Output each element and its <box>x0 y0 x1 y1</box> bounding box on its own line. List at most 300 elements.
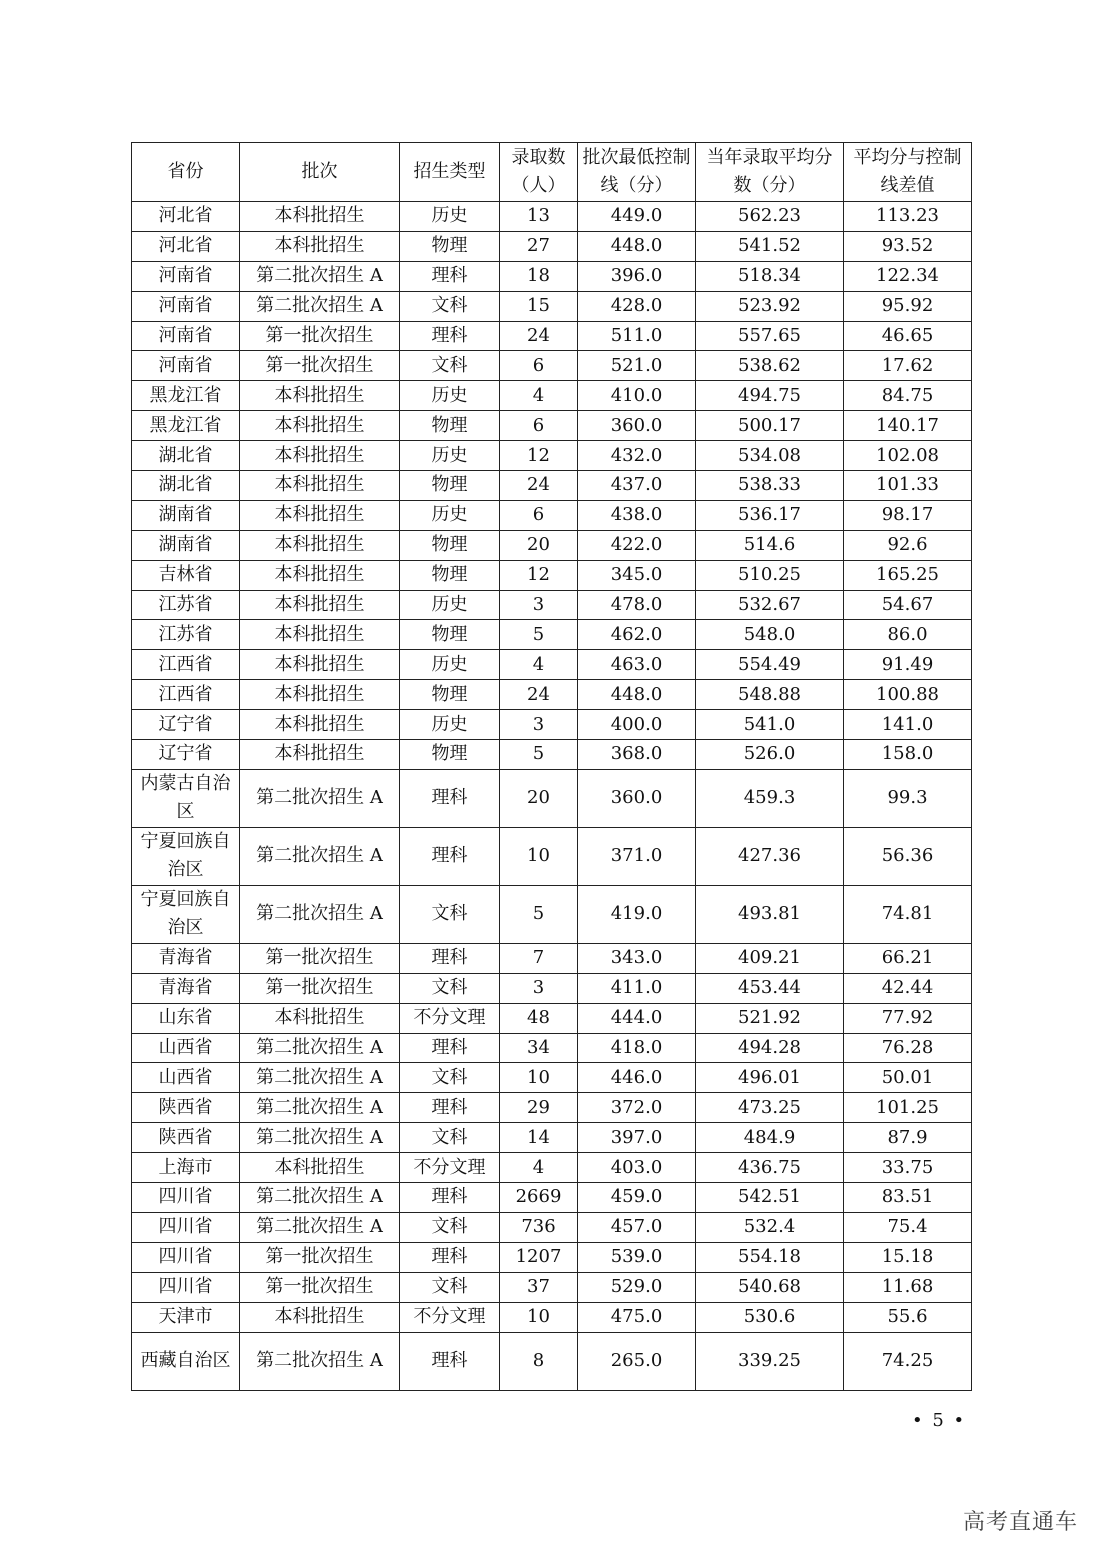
table-row <box>132 769 972 827</box>
cell-control: 539.0 <box>578 1242 696 1272</box>
cell-province: 河南省 <box>132 321 240 351</box>
cell-diff: 102.08 <box>844 441 972 471</box>
cell-type: 文科 <box>400 1123 500 1153</box>
cell-control: 459.0 <box>578 1183 696 1213</box>
cell-average: 536.17 <box>696 500 844 530</box>
table-row <box>132 291 972 321</box>
cell-average: 534.08 <box>696 441 844 471</box>
cell-diff: 99.3 <box>844 769 972 827</box>
cell-batch: 本科批招生 <box>240 650 400 680</box>
cell-diff: 66.21 <box>844 943 972 973</box>
cell-province: 吉林省 <box>132 560 240 590</box>
cell-province: 黑龙江省 <box>132 411 240 441</box>
cell-batch: 第二批次招生 A <box>240 1183 400 1213</box>
cell-batch: 本科批招生 <box>240 590 400 620</box>
cell-count: 14 <box>500 1123 578 1153</box>
cell-control: 478.0 <box>578 590 696 620</box>
table-row <box>132 1033 972 1063</box>
cell-type: 不分文理 <box>400 1302 500 1332</box>
cell-type: 理科 <box>400 827 500 885</box>
cell-control: 419.0 <box>578 885 696 943</box>
cell-type: 物理 <box>400 680 500 710</box>
header-control: 批次最低控制线（分） <box>578 143 696 202</box>
cell-diff: 54.67 <box>844 590 972 620</box>
cell-type: 文科 <box>400 1272 500 1302</box>
cell-average: 494.28 <box>696 1033 844 1063</box>
cell-count: 5 <box>500 620 578 650</box>
cell-count: 5 <box>500 885 578 943</box>
cell-diff: 76.28 <box>844 1033 972 1063</box>
cell-province: 青海省 <box>132 943 240 973</box>
cell-control: 449.0 <box>578 202 696 232</box>
cell-count: 12 <box>500 560 578 590</box>
cell-count: 37 <box>500 1272 578 1302</box>
cell-province: 江苏省 <box>132 590 240 620</box>
cell-diff: 15.18 <box>844 1242 972 1272</box>
cell-average: 510.25 <box>696 560 844 590</box>
table-row <box>132 1003 972 1033</box>
cell-diff: 87.9 <box>844 1123 972 1153</box>
table-row <box>132 710 972 740</box>
cell-control: 462.0 <box>578 620 696 650</box>
cell-batch: 第二批次招生 A <box>240 1123 400 1153</box>
cell-batch: 第二批次招生 A <box>240 769 400 827</box>
cell-diff: 101.33 <box>844 471 972 501</box>
cell-control: 265.0 <box>578 1332 696 1390</box>
cell-average: 521.92 <box>696 1003 844 1033</box>
table-row <box>132 620 972 650</box>
cell-province: 天津市 <box>132 1302 240 1332</box>
cell-count: 6 <box>500 411 578 441</box>
cell-average: 427.36 <box>696 827 844 885</box>
cell-batch: 第一批次招生 <box>240 351 400 381</box>
cell-province: 湖南省 <box>132 500 240 530</box>
cell-type: 物理 <box>400 471 500 501</box>
table-row <box>132 411 972 441</box>
table-row <box>132 1212 972 1242</box>
cell-batch: 本科批招生 <box>240 411 400 441</box>
cell-batch: 本科批招生 <box>240 530 400 560</box>
cell-batch: 第二批次招生 A <box>240 1033 400 1063</box>
cell-control: 511.0 <box>578 321 696 351</box>
cell-province: 四川省 <box>132 1212 240 1242</box>
cell-province: 宁夏回族自治区 <box>132 827 240 885</box>
cell-type: 文科 <box>400 885 500 943</box>
header-diff: 平均分与控制线差值 <box>844 143 972 202</box>
table-row <box>132 1063 972 1093</box>
cell-diff: 165.25 <box>844 560 972 590</box>
cell-province: 湖北省 <box>132 471 240 501</box>
cell-batch: 第一批次招生 <box>240 973 400 1003</box>
cell-province: 江西省 <box>132 680 240 710</box>
table-row <box>132 1272 972 1302</box>
cell-average: 542.51 <box>696 1183 844 1213</box>
cell-average: 436.75 <box>696 1153 844 1183</box>
cell-count: 7 <box>500 943 578 973</box>
cell-province: 西藏自治区 <box>132 1332 240 1390</box>
cell-type: 历史 <box>400 441 500 471</box>
cell-control: 411.0 <box>578 973 696 1003</box>
cell-count: 10 <box>500 1302 578 1332</box>
cell-average: 339.25 <box>696 1332 844 1390</box>
cell-diff: 113.23 <box>844 202 972 232</box>
cell-control: 372.0 <box>578 1093 696 1123</box>
cell-type: 物理 <box>400 620 500 650</box>
cell-province: 黑龙江省 <box>132 381 240 411</box>
table-row <box>132 1302 972 1332</box>
cell-control: 418.0 <box>578 1033 696 1063</box>
table-row <box>132 202 972 232</box>
cell-batch: 本科批招生 <box>240 680 400 710</box>
cell-count: 8 <box>500 1332 578 1390</box>
cell-average: 554.49 <box>696 650 844 680</box>
table-row <box>132 321 972 351</box>
cell-count: 3 <box>500 590 578 620</box>
cell-diff: 86.0 <box>844 620 972 650</box>
cell-batch: 第二批次招生 A <box>240 1093 400 1123</box>
cell-average: 541.52 <box>696 231 844 261</box>
cell-control: 396.0 <box>578 261 696 291</box>
cell-type: 文科 <box>400 351 500 381</box>
cell-type: 历史 <box>400 381 500 411</box>
cell-control: 403.0 <box>578 1153 696 1183</box>
cell-count: 20 <box>500 530 578 560</box>
cell-type: 理科 <box>400 1093 500 1123</box>
cell-control: 444.0 <box>578 1003 696 1033</box>
cell-average: 541.0 <box>696 710 844 740</box>
cell-province: 山东省 <box>132 1003 240 1033</box>
cell-diff: 122.34 <box>844 261 972 291</box>
cell-count: 4 <box>500 1153 578 1183</box>
cell-count: 6 <box>500 351 578 381</box>
cell-province: 河南省 <box>132 291 240 321</box>
cell-control: 397.0 <box>578 1123 696 1153</box>
cell-count: 3 <box>500 973 578 1003</box>
cell-province: 湖南省 <box>132 530 240 560</box>
cell-average: 538.62 <box>696 351 844 381</box>
cell-type: 文科 <box>400 973 500 1003</box>
table-row <box>132 943 972 973</box>
cell-province: 河北省 <box>132 202 240 232</box>
cell-control: 437.0 <box>578 471 696 501</box>
cell-control: 457.0 <box>578 1212 696 1242</box>
cell-count: 34 <box>500 1033 578 1063</box>
table-row <box>132 381 972 411</box>
cell-province: 四川省 <box>132 1242 240 1272</box>
cell-type: 历史 <box>400 202 500 232</box>
cell-control: 475.0 <box>578 1302 696 1332</box>
cell-diff: 50.01 <box>844 1063 972 1093</box>
cell-average: 548.0 <box>696 620 844 650</box>
cell-control: 446.0 <box>578 1063 696 1093</box>
cell-type: 理科 <box>400 1242 500 1272</box>
cell-province: 江西省 <box>132 650 240 680</box>
cell-average: 532.4 <box>696 1212 844 1242</box>
cell-average: 494.75 <box>696 381 844 411</box>
cell-average: 562.23 <box>696 202 844 232</box>
cell-province: 江苏省 <box>132 620 240 650</box>
cell-count: 10 <box>500 1063 578 1093</box>
cell-type: 物理 <box>400 560 500 590</box>
admissions-table <box>131 142 972 1391</box>
cell-control: 448.0 <box>578 680 696 710</box>
cell-batch: 本科批招生 <box>240 1153 400 1183</box>
cell-diff: 33.75 <box>844 1153 972 1183</box>
cell-diff: 74.25 <box>844 1332 972 1390</box>
cell-average: 538.33 <box>696 471 844 501</box>
watermark-text: 高考直通车 <box>963 1510 1079 1535</box>
table-row <box>132 500 972 530</box>
cell-diff: 84.75 <box>844 381 972 411</box>
cell-batch: 本科批招生 <box>240 500 400 530</box>
cell-diff: 100.88 <box>844 680 972 710</box>
cell-diff: 17.62 <box>844 351 972 381</box>
cell-average: 532.67 <box>696 590 844 620</box>
cell-type: 理科 <box>400 1332 500 1390</box>
table-row <box>132 351 972 381</box>
cell-type: 物理 <box>400 740 500 770</box>
cell-control: 360.0 <box>578 769 696 827</box>
cell-diff: 95.92 <box>844 291 972 321</box>
cell-control: 529.0 <box>578 1272 696 1302</box>
cell-control: 422.0 <box>578 530 696 560</box>
table-row <box>132 827 972 885</box>
cell-count: 27 <box>500 231 578 261</box>
cell-type: 理科 <box>400 943 500 973</box>
cell-diff: 92.6 <box>844 530 972 560</box>
cell-average: 530.6 <box>696 1302 844 1332</box>
table-row <box>132 261 972 291</box>
cell-province: 内蒙古自治区 <box>132 769 240 827</box>
cell-batch: 本科批招生 <box>240 441 400 471</box>
cell-diff: 77.92 <box>844 1003 972 1033</box>
cell-batch: 第一批次招生 <box>240 943 400 973</box>
cell-average: 473.25 <box>696 1093 844 1123</box>
table-row <box>132 471 972 501</box>
table-row <box>132 650 972 680</box>
cell-province: 陕西省 <box>132 1123 240 1153</box>
cell-batch: 本科批招生 <box>240 1302 400 1332</box>
cell-province: 辽宁省 <box>132 710 240 740</box>
table-body <box>132 202 972 1391</box>
cell-control: 343.0 <box>578 943 696 973</box>
cell-batch: 第二批次招生 A <box>240 1332 400 1390</box>
cell-type: 文科 <box>400 291 500 321</box>
cell-batch: 本科批招生 <box>240 381 400 411</box>
table-row <box>132 740 972 770</box>
cell-province: 青海省 <box>132 973 240 1003</box>
cell-batch: 本科批招生 <box>240 740 400 770</box>
cell-count: 24 <box>500 471 578 501</box>
cell-average: 554.18 <box>696 1242 844 1272</box>
cell-batch: 第二批次招生 A <box>240 291 400 321</box>
cell-type: 历史 <box>400 500 500 530</box>
cell-count: 48 <box>500 1003 578 1033</box>
table-row <box>132 560 972 590</box>
cell-average: 484.9 <box>696 1123 844 1153</box>
cell-control: 432.0 <box>578 441 696 471</box>
cell-diff: 98.17 <box>844 500 972 530</box>
header-batch: 批次 <box>240 143 400 202</box>
table-row <box>132 530 972 560</box>
cell-batch: 第二批次招生 A <box>240 885 400 943</box>
cell-control: 428.0 <box>578 291 696 321</box>
cell-province: 河南省 <box>132 261 240 291</box>
cell-count: 10 <box>500 827 578 885</box>
cell-type: 不分文理 <box>400 1003 500 1033</box>
cell-count: 736 <box>500 1212 578 1242</box>
table-row <box>132 1242 972 1272</box>
cell-province: 山西省 <box>132 1063 240 1093</box>
cell-diff: 93.52 <box>844 231 972 261</box>
cell-diff: 91.49 <box>844 650 972 680</box>
cell-diff: 141.0 <box>844 710 972 740</box>
cell-control: 438.0 <box>578 500 696 530</box>
cell-diff: 56.36 <box>844 827 972 885</box>
cell-province: 河北省 <box>132 231 240 261</box>
table-row <box>132 1093 972 1123</box>
cell-province: 陕西省 <box>132 1093 240 1123</box>
cell-batch: 本科批招生 <box>240 710 400 740</box>
cell-average: 526.0 <box>696 740 844 770</box>
cell-control: 345.0 <box>578 560 696 590</box>
cell-diff: 83.51 <box>844 1183 972 1213</box>
cell-province: 山西省 <box>132 1033 240 1063</box>
cell-province: 上海市 <box>132 1153 240 1183</box>
cell-type: 理科 <box>400 1033 500 1063</box>
table-row <box>132 590 972 620</box>
cell-batch: 第一批次招生 <box>240 321 400 351</box>
cell-count: 13 <box>500 202 578 232</box>
cell-count: 24 <box>500 680 578 710</box>
cell-count: 12 <box>500 441 578 471</box>
cell-control: 448.0 <box>578 231 696 261</box>
cell-type: 理科 <box>400 321 500 351</box>
cell-average: 540.68 <box>696 1272 844 1302</box>
cell-average: 514.6 <box>696 530 844 560</box>
cell-type: 文科 <box>400 1212 500 1242</box>
cell-diff: 46.65 <box>844 321 972 351</box>
cell-count: 1207 <box>500 1242 578 1272</box>
cell-average: 459.3 <box>696 769 844 827</box>
cell-province: 河南省 <box>132 351 240 381</box>
cell-count: 6 <box>500 500 578 530</box>
cell-count: 4 <box>500 650 578 680</box>
cell-count: 15 <box>500 291 578 321</box>
cell-type: 物理 <box>400 530 500 560</box>
cell-diff: 158.0 <box>844 740 972 770</box>
cell-type: 不分文理 <box>400 1153 500 1183</box>
cell-province: 湖北省 <box>132 441 240 471</box>
table-row <box>132 973 972 1003</box>
cell-province: 辽宁省 <box>132 740 240 770</box>
cell-average: 453.44 <box>696 973 844 1003</box>
cell-type: 理科 <box>400 1183 500 1213</box>
cell-control: 410.0 <box>578 381 696 411</box>
cell-type: 历史 <box>400 710 500 740</box>
cell-province: 四川省 <box>132 1272 240 1302</box>
table-row <box>132 1332 972 1390</box>
cell-batch: 第二批次招生 A <box>240 1212 400 1242</box>
cell-type: 物理 <box>400 411 500 441</box>
cell-type: 文科 <box>400 1063 500 1093</box>
cell-average: 548.88 <box>696 680 844 710</box>
cell-batch: 第一批次招生 <box>240 1242 400 1272</box>
cell-type: 历史 <box>400 590 500 620</box>
cell-diff: 55.6 <box>844 1302 972 1332</box>
cell-average: 523.92 <box>696 291 844 321</box>
cell-count: 4 <box>500 381 578 411</box>
cell-control: 360.0 <box>578 411 696 441</box>
cell-count: 18 <box>500 261 578 291</box>
cell-diff: 101.25 <box>844 1093 972 1123</box>
cell-control: 368.0 <box>578 740 696 770</box>
cell-average: 496.01 <box>696 1063 844 1093</box>
cell-diff: 140.17 <box>844 411 972 441</box>
table-header-row <box>132 143 972 202</box>
cell-batch: 本科批招生 <box>240 1003 400 1033</box>
cell-province: 宁夏回族自治区 <box>132 885 240 943</box>
table-row <box>132 1183 972 1213</box>
cell-count: 20 <box>500 769 578 827</box>
header-province: 省份 <box>132 143 240 202</box>
cell-batch: 第二批次招生 A <box>240 1063 400 1093</box>
cell-average: 500.17 <box>696 411 844 441</box>
cell-type: 理科 <box>400 769 500 827</box>
cell-count: 3 <box>500 710 578 740</box>
cell-type: 历史 <box>400 650 500 680</box>
table-row <box>132 1123 972 1153</box>
header-type: 招生类型 <box>400 143 500 202</box>
cell-count: 24 <box>500 321 578 351</box>
cell-batch: 本科批招生 <box>240 560 400 590</box>
cell-batch: 本科批招生 <box>240 202 400 232</box>
cell-batch: 第一批次招生 <box>240 1272 400 1302</box>
cell-diff: 11.68 <box>844 1272 972 1302</box>
cell-count: 2669 <box>500 1183 578 1213</box>
table-row <box>132 1153 972 1183</box>
cell-average: 409.21 <box>696 943 844 973</box>
cell-average: 557.65 <box>696 321 844 351</box>
cell-control: 463.0 <box>578 650 696 680</box>
table-row <box>132 441 972 471</box>
cell-count: 29 <box>500 1093 578 1123</box>
cell-count: 5 <box>500 740 578 770</box>
page-number: • 5 • <box>912 1410 967 1431</box>
cell-batch: 第二批次招生 A <box>240 261 400 291</box>
header-count: 录取数（人） <box>500 143 578 202</box>
table-row <box>132 680 972 710</box>
header-average: 当年录取平均分数（分） <box>696 143 844 202</box>
cell-batch: 第二批次招生 A <box>240 827 400 885</box>
cell-province: 四川省 <box>132 1183 240 1213</box>
cell-control: 400.0 <box>578 710 696 740</box>
cell-control: 371.0 <box>578 827 696 885</box>
cell-average: 518.34 <box>696 261 844 291</box>
cell-batch: 本科批招生 <box>240 231 400 261</box>
cell-diff: 42.44 <box>844 973 972 1003</box>
cell-average: 493.81 <box>696 885 844 943</box>
cell-batch: 本科批招生 <box>240 471 400 501</box>
table-row <box>132 885 972 943</box>
cell-type: 理科 <box>400 261 500 291</box>
table-row <box>132 231 972 261</box>
cell-type: 物理 <box>400 231 500 261</box>
cell-diff: 75.4 <box>844 1212 972 1242</box>
cell-diff: 74.81 <box>844 885 972 943</box>
cell-control: 521.0 <box>578 351 696 381</box>
cell-batch: 本科批招生 <box>240 620 400 650</box>
